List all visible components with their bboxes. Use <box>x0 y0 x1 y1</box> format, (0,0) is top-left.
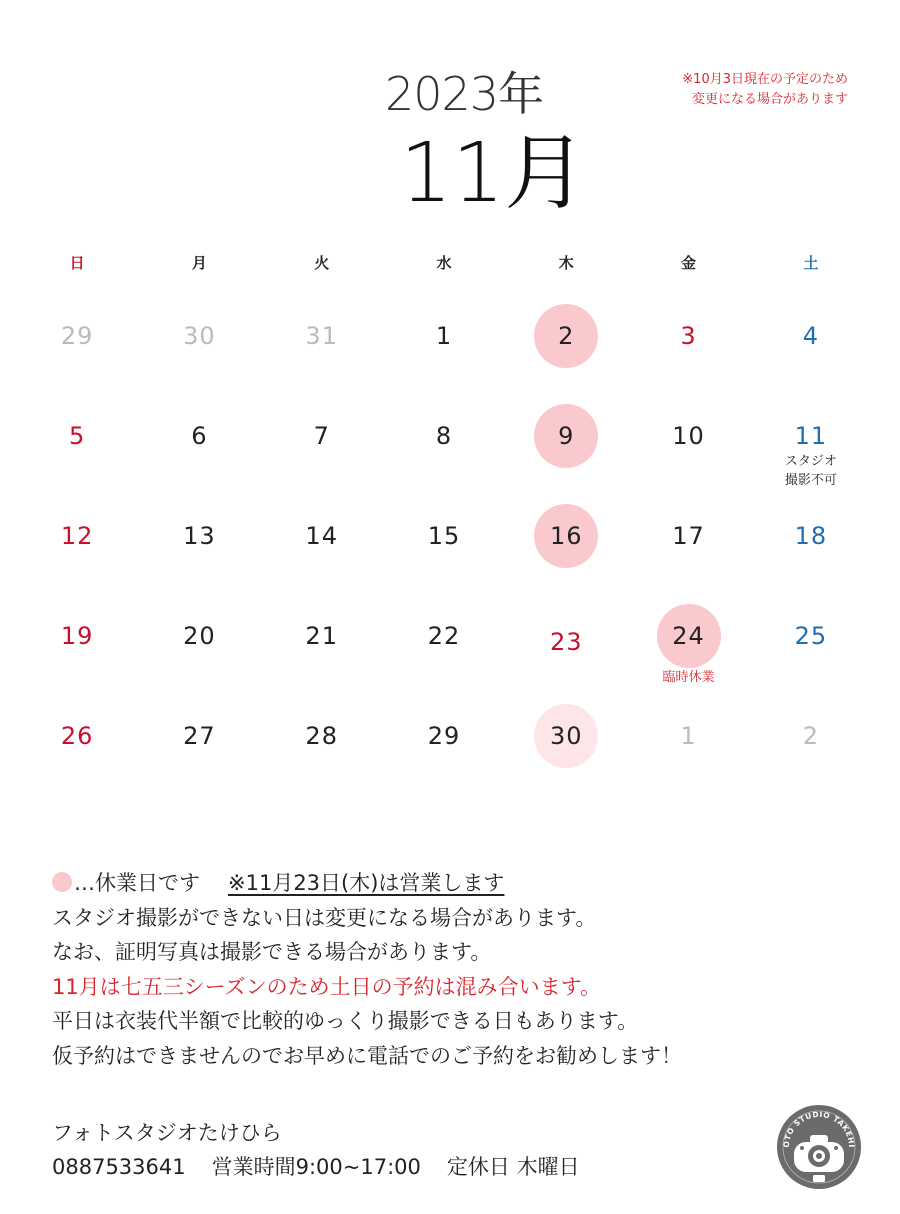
calendar-day <box>505 400 627 500</box>
calendar-day <box>505 700 627 800</box>
day-number: 30 <box>183 322 216 350</box>
calendar-day <box>138 700 260 800</box>
info-line-3: なお、証明写真は撮影できる場合があります。 <box>52 940 492 964</box>
day-number: 29 <box>427 722 461 750</box>
day-number: 6 <box>191 422 208 450</box>
calendar-day <box>627 400 749 500</box>
day-closure-note: 臨時休業 <box>662 670 715 685</box>
calendar-day <box>627 300 749 400</box>
day-note-line: 撮影不可 <box>784 473 837 488</box>
calendar-day <box>750 600 872 700</box>
calendar-day <box>16 700 138 800</box>
month-title: 11月 <box>400 126 587 221</box>
business-hours: 営業時間9:00~17:00 <box>211 1155 421 1179</box>
day-number: 4 <box>802 322 819 350</box>
contact-row <box>52 1150 580 1184</box>
calendar-day <box>138 600 260 700</box>
calendar-day <box>261 600 383 700</box>
day-number: 2 <box>558 322 575 350</box>
weekday-wed: 水 <box>436 254 452 272</box>
day-number: 7 <box>313 422 330 450</box>
day-number: 3 <box>680 322 697 350</box>
year-title: 2023年 <box>385 67 544 121</box>
day-number: 8 <box>435 422 453 450</box>
legend-text: …休業日です <box>74 871 200 895</box>
info-line-6: 仮予約はできませんのでお早めに電話でのご予約をお勧めします！ <box>52 1043 682 1068</box>
calendar-day <box>138 500 260 600</box>
weekday-fri: 金 <box>681 254 697 272</box>
weekday-header <box>16 252 872 276</box>
calendar-day <box>627 700 749 800</box>
day-note-line: スタジオ <box>784 454 837 469</box>
day-number: 30 <box>550 722 583 750</box>
day-number: 17 <box>672 522 705 550</box>
info-line-4: 11月は七五三シーズンのため土日の予約は混み合います。 <box>52 974 601 999</box>
day-number: 5 <box>69 422 86 450</box>
weekday-sun: 日 <box>69 254 85 272</box>
day-number: 10 <box>672 422 705 450</box>
calendar-day <box>261 700 383 800</box>
calendar-day <box>750 700 872 800</box>
calendar-day <box>383 700 505 800</box>
day-number: 11 <box>794 422 828 450</box>
open-notice: ※11月23日(木)は営業します <box>228 871 505 895</box>
calendar-day <box>16 400 138 500</box>
day-number: 27 <box>183 722 216 750</box>
calendar-day <box>627 500 749 600</box>
day-note <box>750 452 872 490</box>
notice-line-1: ※10月3日現在の予定のため <box>682 72 848 87</box>
day-number: 9 <box>558 422 575 450</box>
day-number: 31 <box>305 322 338 350</box>
day-number: 1 <box>435 322 453 350</box>
weekday-mon: 月 <box>191 254 207 272</box>
day-number: 19 <box>60 622 94 650</box>
schedule-notice <box>682 70 848 110</box>
legend-row <box>52 866 682 901</box>
calendar-day <box>750 500 872 600</box>
calendar-day <box>138 300 260 400</box>
calendar-day <box>383 300 505 400</box>
studio-logo <box>776 1104 862 1190</box>
calendar-day <box>505 500 627 600</box>
weekday-sat: 土 <box>803 254 819 272</box>
day-number: 25 <box>794 622 828 650</box>
day-number: 29 <box>60 322 94 350</box>
weekday-tue: 火 <box>314 254 330 272</box>
calendar-day <box>383 400 505 500</box>
calendar-day <box>261 500 383 600</box>
calendar-day <box>505 300 627 400</box>
phone-number: 0887533641 <box>52 1155 186 1179</box>
calendar-day <box>16 600 138 700</box>
calendar-day <box>16 500 138 600</box>
calendar-day <box>383 600 505 700</box>
footer <box>52 1116 580 1184</box>
day-number: 1 <box>680 722 697 750</box>
day-number: 12 <box>60 522 94 550</box>
info-text <box>52 866 682 1073</box>
day-number: 16 <box>550 522 583 550</box>
info-line-2: スタジオ撮影ができない日は変更になる場合があります。 <box>52 905 597 930</box>
info-line-5: 平日は衣装代半額で比較的ゆっくり撮影できる日もあります。 <box>52 1009 639 1033</box>
calendar-day <box>383 500 505 600</box>
calendar-day <box>505 600 627 700</box>
day-number: 13 <box>183 522 216 550</box>
closed-day-dot <box>52 872 72 892</box>
calendar-day <box>750 300 872 400</box>
day-number: 18 <box>794 522 828 550</box>
calendar-day <box>627 600 749 700</box>
logo-text: OTO STUDIO TAKEHI <box>781 1109 857 1148</box>
day-number: 28 <box>305 722 338 750</box>
day-number: 22 <box>427 622 461 650</box>
camera-logo-icon <box>776 1104 862 1190</box>
notice-line-2: 変更になる場合があります <box>691 92 848 107</box>
calendar-day <box>261 400 383 500</box>
calendar-grid <box>16 300 872 800</box>
day-number: 20 <box>183 622 216 650</box>
calendar-day <box>138 400 260 500</box>
day-number: 21 <box>305 622 338 650</box>
day-number: 15 <box>427 522 461 550</box>
day-number: 23 <box>550 628 583 656</box>
studio-name: フォトスタジオたけひら <box>52 1121 282 1145</box>
day-number: 24 <box>672 622 705 650</box>
calendar-day <box>261 300 383 400</box>
day-number: 14 <box>305 522 338 550</box>
calendar-day <box>16 300 138 400</box>
regular-holiday: 定休日 木曜日 <box>446 1155 580 1179</box>
weekday-thu: 木 <box>558 254 574 272</box>
day-number: 26 <box>60 722 94 750</box>
calendar-day <box>750 400 872 500</box>
day-number: 2 <box>802 722 819 750</box>
